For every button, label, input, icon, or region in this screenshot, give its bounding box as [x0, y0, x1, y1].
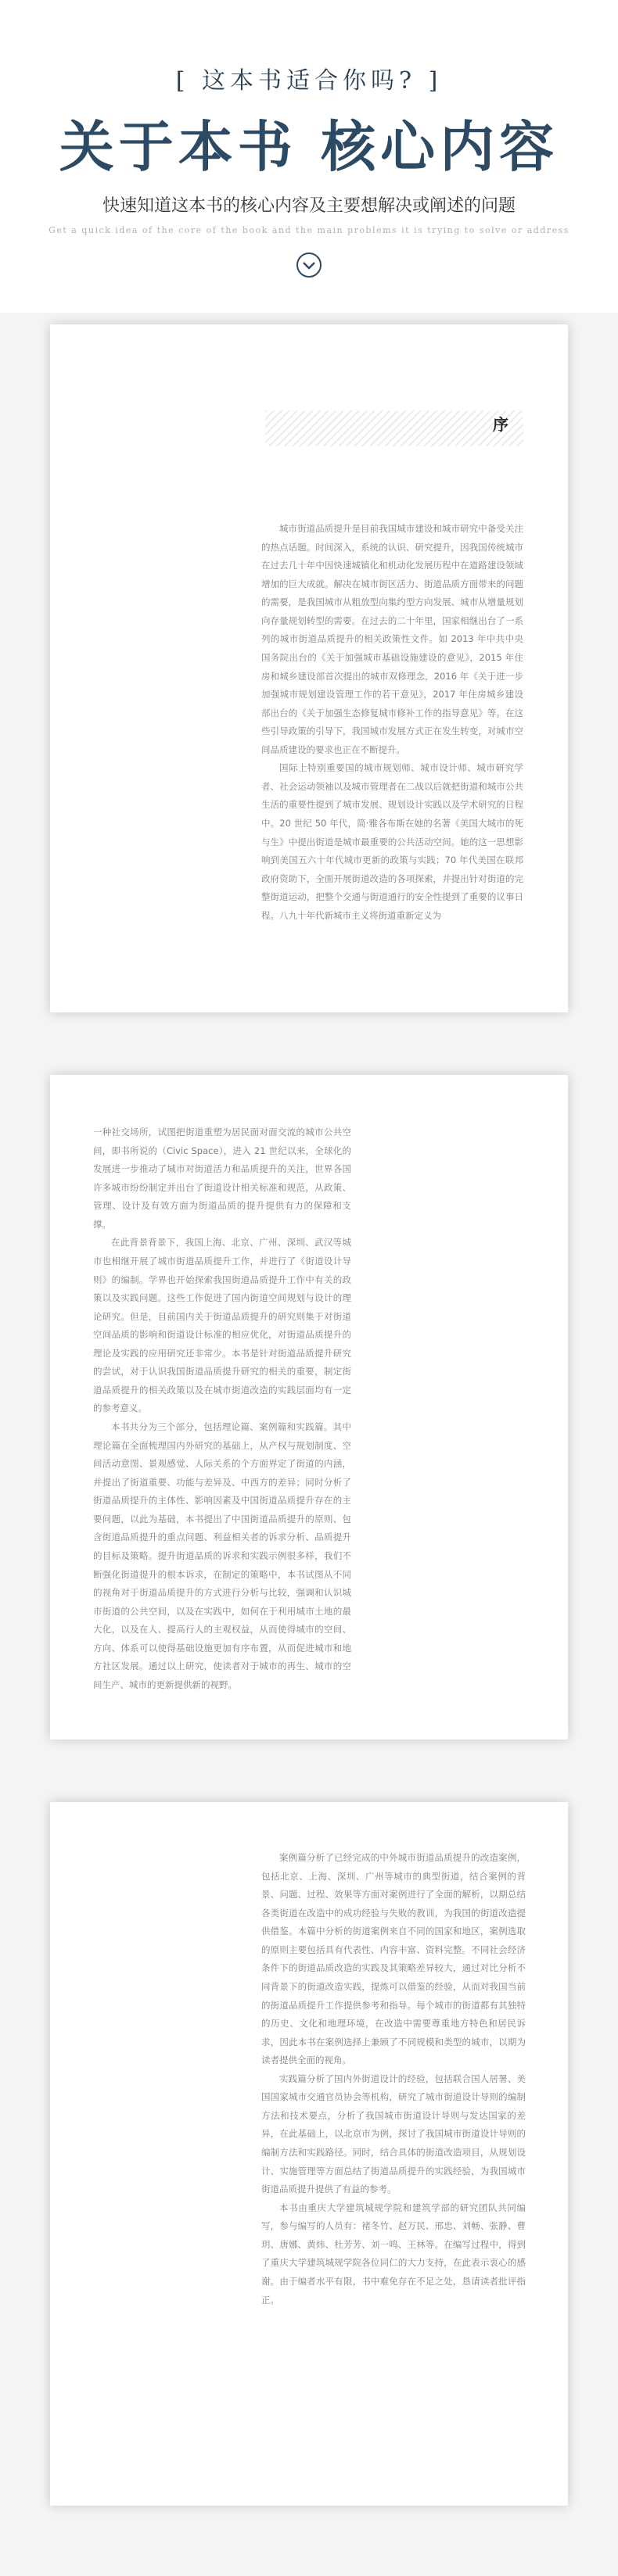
paragraph: 案例篇分析了已经完成的中外城市街道品质提升的改造案例，包括北京、上海、深圳、广州等城市的典型街道，结合案例的背景、问题、过程、效果等方面对案例进行了全面的解析，以期总结各类街道在改造中的成功经验与失败的教训，为我国的街道改造提供借鉴。本篇中分析的街道案例来自不同的国家和地区，案例选取的原则主要包括具有代表性、内容丰富、资料完整。不同社会经济条件下的街道品质改造的实践及其策略差异较大，通过对比分析不同背景下的街道改造实践，提炼可以借鉴的经验，从而对我国当前的街道品质提升工作提供参考和指导。每个城市的街道都有其独特的历史、文化和地理环境，在改造中需要尊重地方特色和居民诉求，因此本书在案例选择上兼顾了不同规模和类型的城市，以期为读者提供全面的视角。 [261, 1852, 526, 2066]
paragraph: 本书由重庆大学建筑城规学院和建筑学部的研究团队共同编写，参与编写的人员有：褚冬竹、赵万民、邢忠、刘畅、张静、曹玥、唐娜、黄炜、杜芳芳、刘一鸣、王林等。在编写过程中，得到了重庆大学建筑城规学院各位同仁的大力支持，在此表示衷心的感谢。由于编者水平有限，书中难免存在不足之处，恳请读者批评指正。 [261, 2202, 526, 2306]
chevron-down-circle-icon[interactable] [296, 252, 322, 278]
heading-hatch-decoration [265, 410, 523, 446]
book-page-3 [50, 1802, 568, 2506]
book-page-preface [50, 324, 568, 1012]
page-2-body [93, 1123, 351, 1694]
page-3-body [261, 1849, 526, 2309]
paragraph: 在此背景背景下，我国上海、北京、广州、深圳、武汉等城市也相继开展了城市街道品质提升工作，并进行了《街道设计导则》的编制。学界也开始探索我国街道品质提升工作中有关的政策以及实践问题。这些工作促进了国内街道空间规划与设计的理论研究。但是，目前国内关于街道品质提升的研究则集于对街道空间品质的影响和街道设计标准的相应优化，对街道品质提升的理论及实践的应用研究还非常少。本书是针对街道品质提升研究的尝试，对于认识我国街道品质提升研究的相关的重要，制定街道品质提升的相关政策以及在城市街道改造的实践层面均有一定的参考意义。 [93, 1237, 351, 1414]
english-subtitle: Get a quick idea of the core of the book and the main problems it is trying to solve or address [49, 225, 569, 235]
preface-body [261, 520, 523, 925]
question-heading: [ 这本书适合你吗? ] [175, 67, 443, 95]
paragraph: 实践篇分析了国内外街道设计的经验，包括联合国人居署、美国国家城市交通官员协会等机构，研究了城市街道设计导则的编制方法和技术要点，分析了我国城市街道设计导则与发达国家的差异，在此基础上，以北京市为例，探讨了我国城市街道设计导则的编制方法和实践路径。同时，结合具体的街道改造项目，从规划设计、实施管理等方面总结了街道品质提升的实践经验，为我国城市街道品质提升提供了有益的参考。 [261, 2073, 526, 2195]
page-title: 关于本书 核心内容 [59, 114, 559, 179]
paragraph: 国际上特别重要国的城市规划师、城市设计师、城市研究学者、社会运动领袖以及城市管理者在二战以后就把街道和城市公共生活的重要性提到了城市发展、规划设计实践以及学术研究的日程中。20 世纪 50 年代，简·雅各布斯在她的名著《美国大城市的死与生》中提出街道是城市最重要的公共活动空间。她的这一思想影响到美国五六十年代城市更新的政策与实践；70 年代美国在联邦政府资助下，全面开展街道改造的各项探索，并提出针对街道的完整街道运动，把整个交通与街道通行的安全性提到了重要的议事日程。八九十年代新城市主义将街道重新定义为 [261, 762, 523, 921]
paragraph: 一种社交场所，试图把街道重塑为居民面对面交流的城市公共空间，即书所说的（Civic Space），进入 21 世纪以来，全球化的发展进一步推动了城市对街道活力和品质提升的关注，世界各国许多城市纷纷制定并出台了街道设计相关标准和规范，从政策、管理、设计及有效方面为街道品质的提升提供有力的保障和支撑。 [93, 1127, 351, 1230]
book-intro-header [0, 0, 618, 313]
preface-heading: 序 [493, 415, 508, 434]
book-page-2 [50, 1075, 568, 1739]
page-subtitle: 快速知道这本书的核心内容及主要想解决或阐述的问题 [102, 196, 516, 216]
paragraph: 本书共分为三个部分，包括理论篇、案例篇和实践篇。其中理论篇在全面梳理国内外研究的基础上，从产权与规划制度、空间活动意图、景观感觉、人际关系的个方面界定了街道的内涵，并提出了街道重要、功能与差异及、中西方的差异；同时分析了街道品质提升的主体性、影响因素及中国街道品质提升存在的主要问题，以此为基础，本书提出了中国街道品质提升的原则、包含街道品质提升的重点问题、利益相关者的诉求分析、品质提升的目标及策略。提升街道品质的诉求和实践示例很多样，我们不断强化街道提升的根本诉求，在制定的策略中，本书试图从不同的视角对于街道品质提升的方式进行分析与比较，强调和认识城市街道的公共空间，以及在实践中，如何在于利用城市土地的最大化，以及在人、提高行人的主观权益，从而使得城市的空间、方向、体系可以使得基础设施更加有序布置，从而促进城市和地方社区发展。通过以上研究，使读者对于城市的再生、城市的空间生产、城市的更新提供新的视野。 [93, 1421, 351, 1690]
paragraph: 城市街道品质提升是目前我国城市建设和城市研究中备受关注的热点话题。时间深入，系统的认识、研究提升，因我国传统城市在过去几十年中因快速城镇化和机动化发展历程中在道路建设领域增加的巨大成就。解决在城市街区活力、街道品质方面带来的问题的需要，是我国城市从粗放型向集约型方向发展、城市从增量规划向存量规划转型的需要。在过去的二十年里，国家相继出台了一系列的城市街道品质提升的相关政策性文件。如 2013 年中共中央国务院出台的《关于加强城市基础设施建设的意见》，2015 年住房和城乡建设部首次提出的城市双修理念，2016 年《关于进一步加强城市规划建设管理工作的若干意见》，2017 年住房城乡建设部出台的《关于加强生态修复城市修补工作的指导意见》等。在这些引导政策的引导下，我国城市发展方式正在发生转变，对城市空间品质建设的要求也正在不断提升。 [261, 523, 523, 755]
